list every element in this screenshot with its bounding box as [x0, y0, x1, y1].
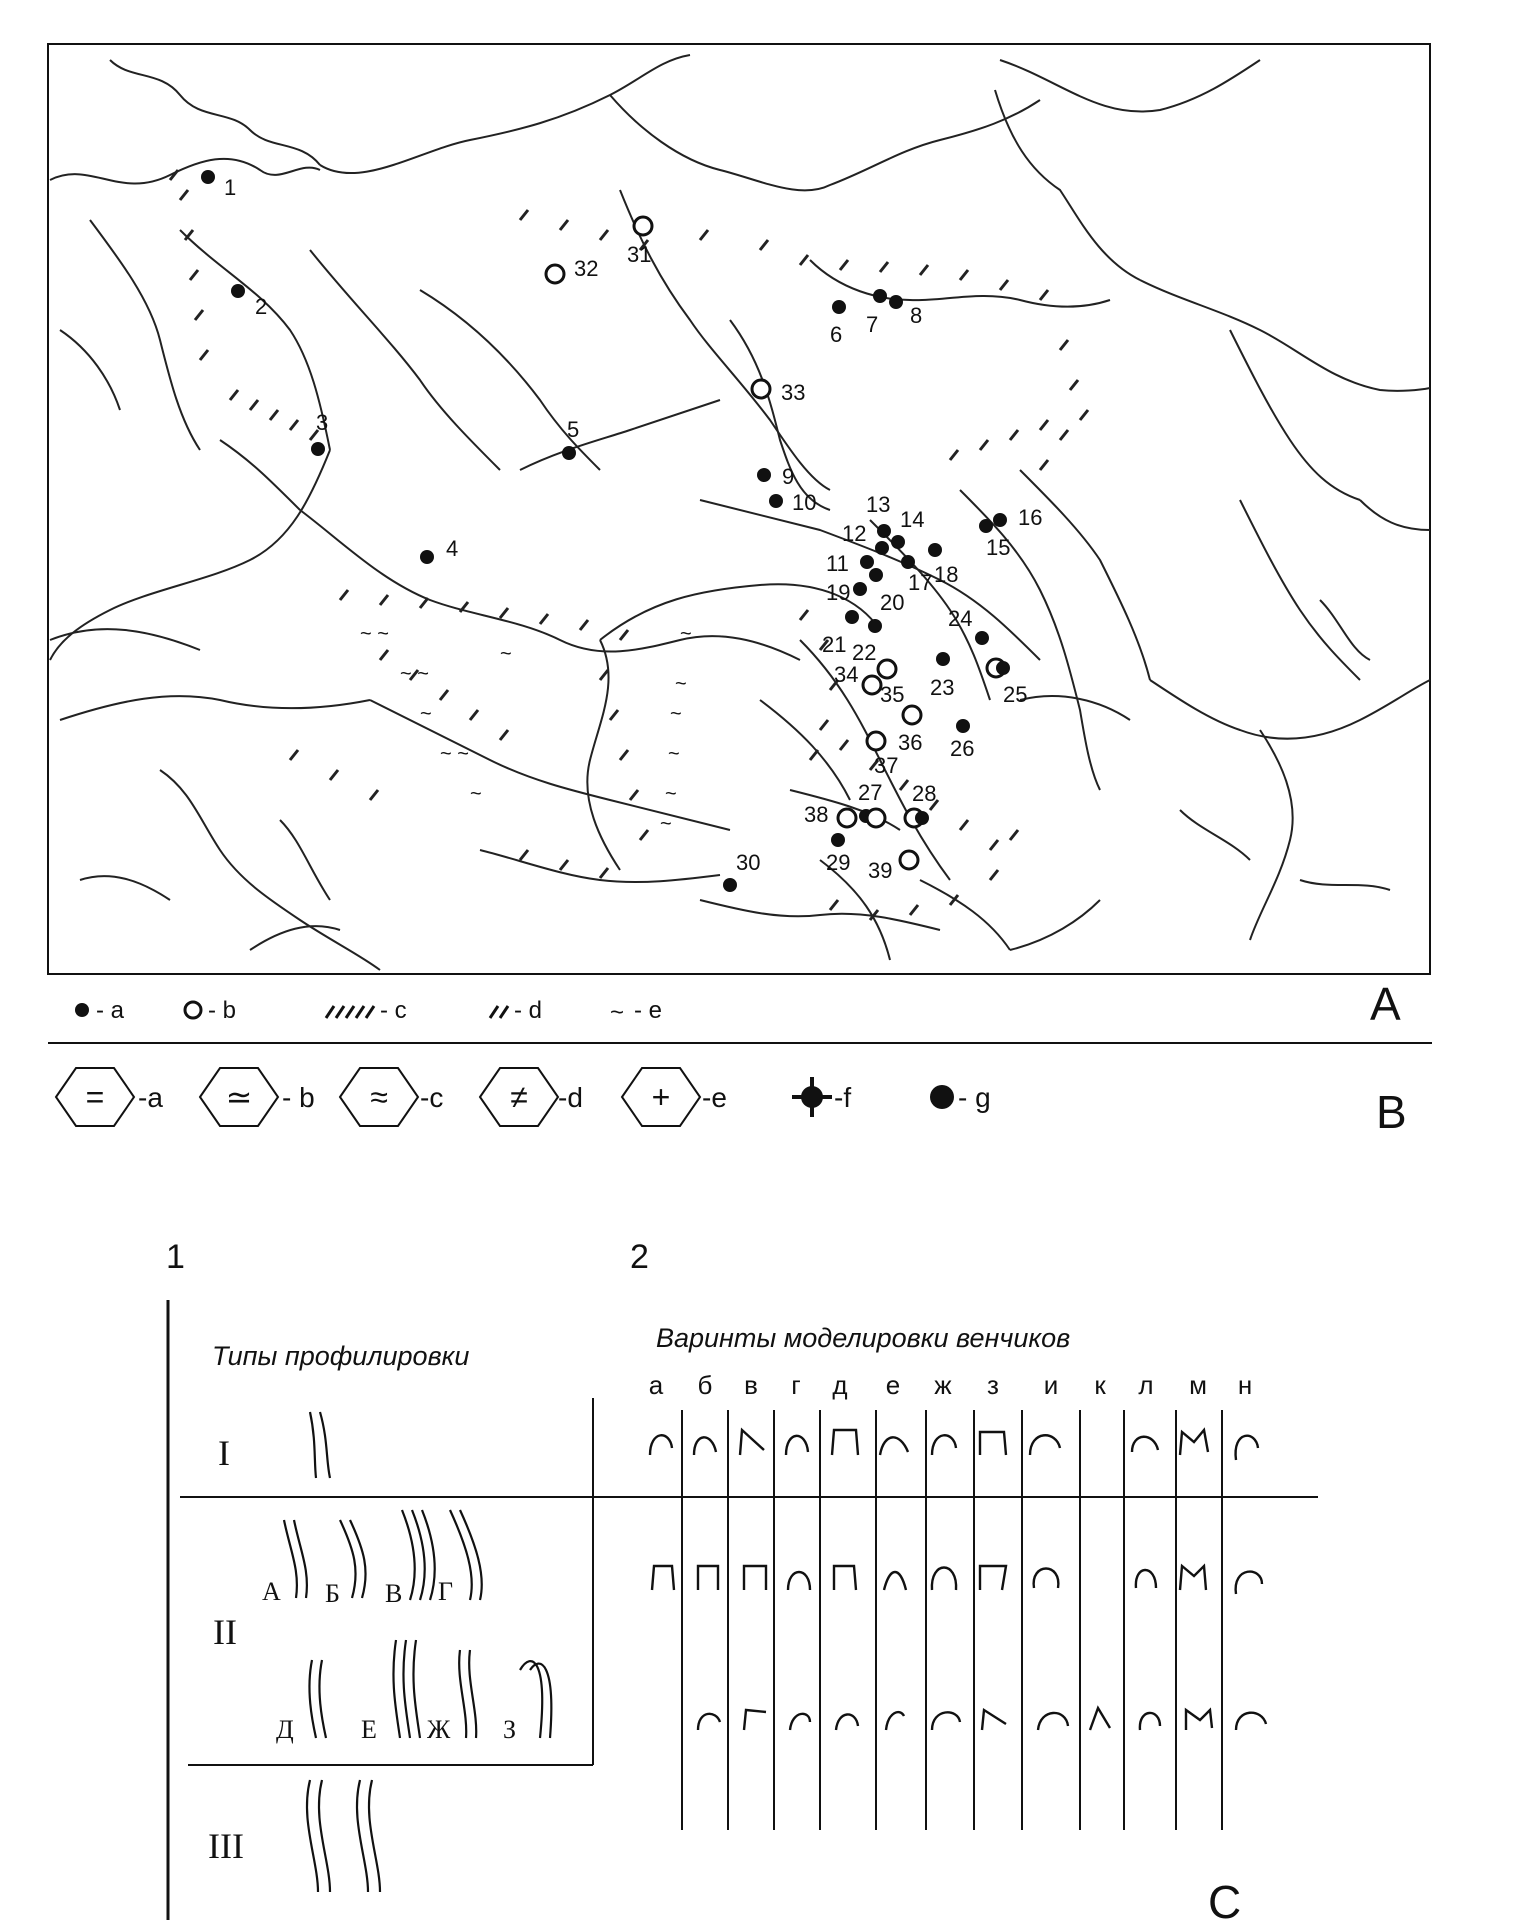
site-marker [858, 780, 885, 827]
svg-text:б: б [697, 1370, 713, 1400]
part-1-number: 1 [166, 1238, 185, 1276]
svg-text:35: 35 [880, 682, 905, 707]
svg-text:38: 38 [804, 802, 829, 827]
svg-text:14: 14 [900, 507, 925, 532]
svg-text:з: з [987, 1370, 999, 1400]
legend-hex-a [56, 1068, 163, 1126]
site-marker [830, 300, 846, 347]
site-marker [950, 719, 974, 761]
variant-column-headers [649, 1370, 1252, 1400]
svg-text:8: 8 [910, 303, 923, 328]
svg-text:12: 12 [842, 521, 867, 546]
svg-text:~ ~: ~ ~ [440, 743, 469, 765]
site-marker [993, 505, 1042, 530]
svg-text:=: = [85, 1079, 105, 1115]
site-marker [987, 659, 1027, 707]
subtype-labels [262, 1577, 516, 1744]
svg-text:36: 36 [898, 730, 923, 755]
site-marker [928, 543, 958, 587]
legend-item-b [185, 997, 236, 1024]
svg-text:19: 19 [826, 580, 851, 605]
legend-cross-dot-f [792, 1077, 851, 1117]
svg-text:33: 33 [781, 380, 806, 405]
svg-text:З: З [503, 1715, 517, 1744]
svg-text:10: 10 [792, 490, 817, 515]
svg-text:а: а [648, 1370, 664, 1400]
map-legend [75, 997, 662, 1026]
legend-hex-e [622, 1068, 727, 1126]
svg-text:- b: - b [282, 1082, 315, 1113]
svg-text:г: г [791, 1370, 801, 1400]
svg-text:21: 21 [822, 632, 847, 657]
ornament-legend [56, 1068, 1407, 1138]
legend-item-e [610, 997, 662, 1026]
svg-text:и: и [1043, 1370, 1059, 1400]
svg-text:л: л [1138, 1370, 1154, 1400]
svg-text:д: д [832, 1370, 848, 1400]
legend-hex-b [200, 1068, 315, 1126]
svg-text:~: ~ [420, 703, 432, 725]
svg-text:4: 4 [446, 536, 459, 561]
svg-text:25: 25 [1003, 682, 1028, 707]
site-marker [898, 706, 922, 755]
map-hatch-zones [170, 170, 1088, 920]
svg-text:≠: ≠ [510, 1079, 528, 1115]
site-marker [905, 781, 936, 827]
site-marker [863, 676, 904, 707]
site-marker [948, 606, 989, 645]
svg-text:- b: - b [208, 997, 237, 1024]
svg-text:11: 11 [826, 551, 849, 576]
profiling-types-title: Типы профилировки [212, 1341, 470, 1371]
svg-text:Д: Д [276, 1715, 294, 1744]
map-tilde-marks [360, 623, 692, 835]
legend-hex-d [480, 1068, 583, 1126]
legend-dot-g [930, 1082, 991, 1113]
svg-text:24: 24 [948, 606, 973, 631]
svg-text:- e: - e [634, 997, 663, 1024]
site-marker [769, 490, 816, 515]
svg-text:- a: - a [96, 997, 125, 1024]
svg-text:9: 9 [782, 464, 795, 489]
svg-text:6: 6 [830, 322, 843, 347]
svg-text:-f: -f [834, 1082, 852, 1113]
svg-text:-d: -d [558, 1082, 583, 1113]
svg-text:Б: Б [325, 1579, 340, 1608]
svg-text:ж: ж [934, 1370, 952, 1400]
site-marker [826, 833, 850, 875]
svg-text:- c: - c [380, 997, 407, 1024]
svg-text:н: н [1237, 1370, 1253, 1400]
svg-text:27: 27 [858, 780, 883, 805]
svg-text:-a: -a [138, 1082, 163, 1113]
svg-text:22: 22 [852, 640, 877, 665]
rim-variant-glyphs [650, 1430, 1266, 1730]
svg-text:- d: - d [514, 997, 543, 1024]
svg-text:≈: ≈ [370, 1079, 388, 1115]
site-marker [867, 732, 898, 778]
site-marker [420, 536, 458, 564]
svg-text:~: ~ [665, 783, 677, 805]
site-marker [901, 555, 932, 595]
svg-text:~: ~ [668, 743, 680, 765]
svg-text:~: ~ [660, 813, 672, 835]
svg-text:5: 5 [567, 417, 580, 442]
map-panel [48, 44, 1430, 1030]
svg-text:Г: Г [438, 1577, 454, 1606]
svg-text:- g: - g [958, 1082, 991, 1113]
site-marker [869, 568, 904, 615]
svg-text:Ж: Ж [427, 1715, 451, 1744]
svg-text:18: 18 [934, 562, 959, 587]
svg-text:~: ~ [670, 703, 682, 725]
svg-text:~ ~: ~ ~ [360, 623, 389, 645]
svg-text:~: ~ [610, 999, 625, 1026]
svg-text:37: 37 [874, 753, 899, 778]
site-marker [852, 619, 882, 665]
vessel-profiles [284, 1412, 551, 1892]
svg-text:-e: -e [702, 1082, 727, 1113]
legend-item-d [490, 997, 542, 1024]
svg-text:3: 3 [316, 410, 329, 435]
site-marker [866, 492, 891, 538]
panel-b-label: B [1376, 1086, 1407, 1138]
row-label-I: I [218, 1433, 230, 1473]
svg-text:м: м [1189, 1370, 1207, 1400]
svg-text:16: 16 [1018, 505, 1043, 530]
site-marker [546, 256, 598, 283]
site-marker [627, 217, 652, 267]
svg-text:13: 13 [866, 492, 891, 517]
site-marker [723, 850, 760, 892]
svg-text:-c: -c [420, 1082, 444, 1113]
svg-text:~: ~ [675, 673, 687, 695]
site-marker [826, 551, 874, 576]
svg-text:39: 39 [868, 858, 893, 883]
typology-panel [166, 1238, 1318, 1920]
legend-item-a [75, 997, 125, 1024]
svg-text:31: 31 [627, 242, 652, 267]
svg-text:30: 30 [736, 850, 761, 875]
svg-text:В: В [385, 1579, 403, 1608]
map-rivers-and-coasts [50, 55, 1430, 970]
svg-text:34: 34 [834, 662, 859, 687]
rim-variants-title: Варинты моделировки венчиков [656, 1323, 1071, 1353]
svg-text:26: 26 [950, 736, 975, 761]
row-label-II: II [213, 1612, 237, 1652]
panel-a-label: A [1370, 978, 1401, 1030]
svg-text:Е: Е [361, 1715, 377, 1744]
svg-text:~ ~: ~ ~ [400, 663, 429, 685]
svg-text:17: 17 [908, 570, 933, 595]
site-marker [868, 851, 918, 883]
part-2-number: 2 [630, 1238, 649, 1276]
site-marker [562, 417, 579, 460]
svg-text:7: 7 [866, 312, 879, 337]
site-marker [201, 170, 236, 200]
legend-item-c [326, 997, 407, 1024]
svg-text:~: ~ [500, 643, 512, 665]
site-marker [752, 380, 805, 405]
svg-text:к: к [1094, 1370, 1106, 1400]
svg-text:А: А [262, 1577, 281, 1606]
svg-text:29: 29 [826, 850, 851, 875]
svg-text:е: е [885, 1370, 901, 1400]
site-marker [311, 410, 328, 456]
site-marker [866, 289, 887, 337]
row-label-III: III [208, 1826, 244, 1866]
svg-text:23: 23 [930, 675, 955, 700]
svg-text:в: в [744, 1370, 758, 1400]
svg-text:28: 28 [912, 781, 937, 806]
svg-text:+: + [651, 1079, 671, 1115]
svg-text:~: ~ [470, 783, 482, 805]
panel-c-label: C [1208, 1876, 1242, 1920]
svg-text:≃: ≃ [225, 1079, 253, 1115]
site-marker [891, 507, 924, 549]
svg-text:15: 15 [986, 535, 1011, 560]
svg-text:1: 1 [224, 175, 237, 200]
site-marker [826, 580, 867, 605]
svg-text:~: ~ [680, 623, 692, 645]
site-marker [930, 652, 954, 700]
legend-hex-c [340, 1068, 443, 1126]
svg-text:2: 2 [255, 294, 268, 319]
svg-text:32: 32 [574, 256, 599, 281]
site-marker [757, 464, 794, 489]
svg-text:20: 20 [880, 590, 905, 615]
